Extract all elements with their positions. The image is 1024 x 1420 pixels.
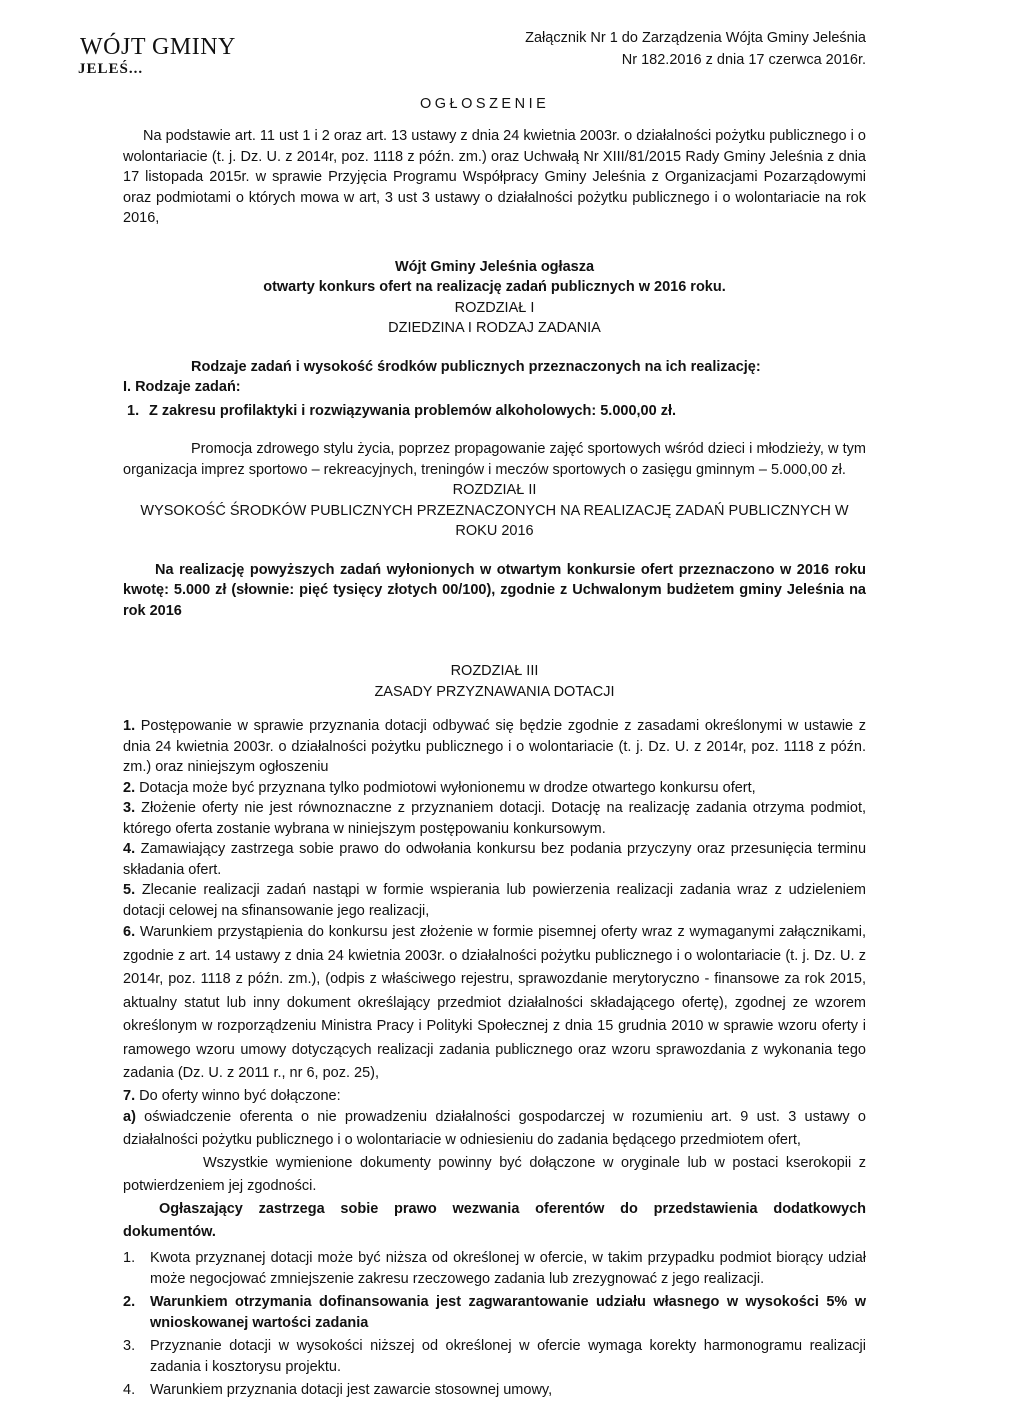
chapter-3-heading: ROZDZIAŁ III	[450, 663, 539, 679]
final-item	[123, 1380, 866, 1401]
chapter-1-subheading: DZIEDZINA I RODZAJ ZADANIA	[388, 320, 601, 336]
chapter-3-subheading: ZASADY PRZYZNAWANIA DOTACJI	[374, 683, 615, 700]
chapter-1-description: Promocja zdrowego stylu życia, poprzez propagowanie zajęć sportowych wśród dzieci i młodzieży, w tym organizacja imprez sportowo – rekreacyjnych, treningów i meczów sportowych o zasięgu gminnym – 5.000,00 zł.	[123, 441, 866, 478]
rule-text: Zlecanie realizacji zadań nastąpi w formie wspierania lub powierzenia realizacji zadania wraz z udzieleniem dotacji celowej na sfinansowanie jego realizacji,	[123, 882, 867, 919]
chapter-1-item	[123, 401, 866, 422]
rule-number: 3.	[123, 800, 136, 816]
annex-line-2: Nr 182.2016 z dnia 17 czerwca 2016r.	[621, 52, 866, 68]
rule-item	[123, 839, 866, 880]
chapter-3-final-list	[123, 1248, 866, 1401]
chapter-1-types-label: I. Rodzaje zadań:	[123, 379, 241, 395]
rule-number: 1.	[123, 718, 136, 734]
rule-text: Warunkiem przystąpienia do konkursu jest złożenie w formie pisemnej oferty wraz z wymaganymi załącznikami, zgodnie z art. 14 ustawy z dnia 24 kwietnia 2003r. o działalności pożytku publicznego i o wolontariacie (t. j. Dz. U. z 2014r, poz. 1118 z późn. zm.), (odpis z właściwego rejestru, sprawozdanie merytoryczno - finansowe za rok 2015, aktualny statut lub inny dokument określający przedmiot działalności składającego ofertę), zgodnej ze wzorem określonym w rozporządzeniu Ministra Pracy i Polityki Społecznej z dnia 15 grudnia 2010 w sprawie wzoru oferty i ramowego wzoru umowy dotyczących realizacji zadania publicznego oraz wzoru sprawozdania z wykonania tego zadania (Dz. U. z 2011 r., nr 6, poz. 25),	[123, 924, 867, 1081]
final-item	[123, 1292, 866, 1333]
annex-line-1: Załącznik Nr 1 do Zarządzenia Wójta Gminy Jeleśnia	[525, 30, 866, 46]
final-item-number: 1.	[123, 1250, 136, 1266]
subitem-text: oświadczenie oferenta o nie prowadzeniu działalności gospodarczej w rozumieniu art. 9 ust. 3 ustawy o działalności pożytku publicznego i o wolontariacie w odniesieniu do zadania będącego przedmiotem ofert,	[123, 1109, 866, 1148]
chapter-1-item-text: Z zakresu profilaktyki i rozwiązywania problemów alkoholowych: 5.000,00 zł.	[149, 402, 676, 419]
announce-line-2: otwarty konkurs ofert na realizację zadań publicznych w 2016 roku.	[263, 279, 726, 295]
final-item	[123, 1248, 866, 1289]
rule-item	[123, 1086, 866, 1107]
rule-item	[123, 798, 866, 839]
chapter-2-heading: ROZDZIAŁ II	[452, 482, 537, 498]
rule-text: Zamawiający zastrzega sobie prawo do odwołania konkursu bez podania przyczyny oraz przesunięcia terminu składania ofert.	[123, 841, 867, 878]
chapter-1-item-number: 1.	[127, 402, 140, 419]
chapter-2-text: Na realizację powyższych zadań wyłonionych w otwartym konkursie ofert przeznaczono w 2016 roku kwotę: 5.000 zł (słownie: pięć tysięcy złotych 00/100), zgodnie z Uchwalonym budżetem gminy Jeleśnia na rok 2016	[123, 561, 866, 619]
intro-paragraph: Na podstawie art. 11 ust 1 i 2 oraz art. 13 ustawy z dnia 24 kwietnia 2003r. o działalności pożytku publicznego i o wolontariacie (t. j. Dz. U. z 2014r, poz. 1118 z późn. zm.) oraz Uchwałą Nr XIII/81/2015 Rady Gminy Jeleśnia z dnia 17 listopada 2015r. w sprawie Przyjęcia Programu Współpracy Gminy Jeleśnia z Organizacjami Pozarządowymi oraz podmiotami o których mowa w art, 3 ust 3 ustawy o działalności pożytku publicznego i o wolontariacie na rok 2016,	[123, 128, 866, 226]
rule-item	[123, 716, 866, 778]
rule-number: 5.	[123, 882, 136, 898]
final-item-number: 3.	[123, 1338, 136, 1354]
final-item-number: 2.	[123, 1294, 136, 1310]
final-item-text: Warunkiem otrzymania dofinansowania jest zagwarantowanie udziału własnego w wysokości 5% w wnioskowanej wartości zadania	[150, 1294, 866, 1331]
subitem-label: a)	[123, 1109, 136, 1125]
final-item-text: Kwota przyznanej dotacji może być niższa od określonej w ofercie, w takim przypadku podmiot biorący udział może negocjować zmniejszenie zakresu rzeczowego zadania lub zrezygnować z jego realizacji.	[150, 1250, 866, 1287]
chapter-1-lead: Rodzaje zadań i wysokość środków publicznych przeznaczonych na ich realizację:	[191, 358, 761, 375]
document-body	[123, 126, 866, 1401]
document-title: OGŁOSZENIE	[420, 96, 550, 112]
final-item-text: Warunkiem przyznania dotacji jest zawarcie stosownej umowy,	[150, 1382, 553, 1398]
chapter-3-rules-list	[123, 716, 866, 1244]
office-stamp	[80, 34, 236, 78]
rule-text: Postępowanie w sprawie przyznania dotacji odbywać się będzie zgodnie z zasadami określonymi w ustawie z dnia 24 kwietnia 2003r. o działalności pożytku publicznego i o wolontariacie (t. j. Dz. U. z 2014r, poz. 1118 z późn. zm.) oraz niniejszym ogłoszeniu	[123, 718, 867, 775]
stamp-line-1: WÓJT GMINY	[80, 34, 236, 60]
final-item-number: 4.	[123, 1382, 136, 1398]
annex-note	[525, 27, 866, 71]
rule-item	[123, 921, 866, 1086]
rule-item	[123, 880, 866, 921]
final-item-text: Przyznanie dotacji w wysokości niższej od określonej w ofercie wymaga korekty harmonogramu realizacji zadania i kosztorysu projektu.	[150, 1338, 866, 1375]
rule-text: Złożenie oferty nie jest równoznaczne z przyznaniem dotacji. Dotację na realizację zadania otrzyma podmiot, którego oferta zostanie wybrana w niniejszym postępowaniu konkursowym.	[123, 800, 867, 837]
rule-text: Do oferty winno być dołączone:	[139, 1087, 341, 1104]
rule-text: Dotacja może być przyznana tylko podmiotowi wyłonionemu w drodze otwartego konkursu ofert,	[139, 779, 756, 796]
attachments-note: Wszystkie wymienione dokumenty powinny być dołączone w oryginale lub w postaci kserokopii z potwierdzeniem jej zgodności.	[123, 1155, 866, 1194]
rule-item	[123, 778, 866, 799]
reserve-note: Ogłaszający zastrzega sobie prawo wezwania oferentów do przedstawienia dodatkowych dokumentów.	[123, 1201, 866, 1240]
rule-number: 4.	[123, 841, 136, 857]
rule-number: 7.	[123, 1087, 136, 1104]
announce-line-1: Wójt Gminy Jeleśnia ogłasza	[394, 258, 595, 275]
final-item	[123, 1336, 866, 1377]
rule-number: 2.	[123, 779, 136, 796]
stamp-line-2: JELEŚ...	[78, 61, 144, 77]
chapter-1-heading: ROZDZIAŁ I	[454, 299, 535, 316]
chapter-2-subheading: WYSOKOŚĆ ŚRODKÓW PUBLICZNYCH PRZEZNACZONYCH NA REALIZACJĘ ZADAŃ PUBLICZNYCH W ROKU 2016	[140, 502, 849, 539]
rule-subitem-a	[123, 1106, 866, 1152]
rule-number: 6.	[123, 924, 136, 940]
